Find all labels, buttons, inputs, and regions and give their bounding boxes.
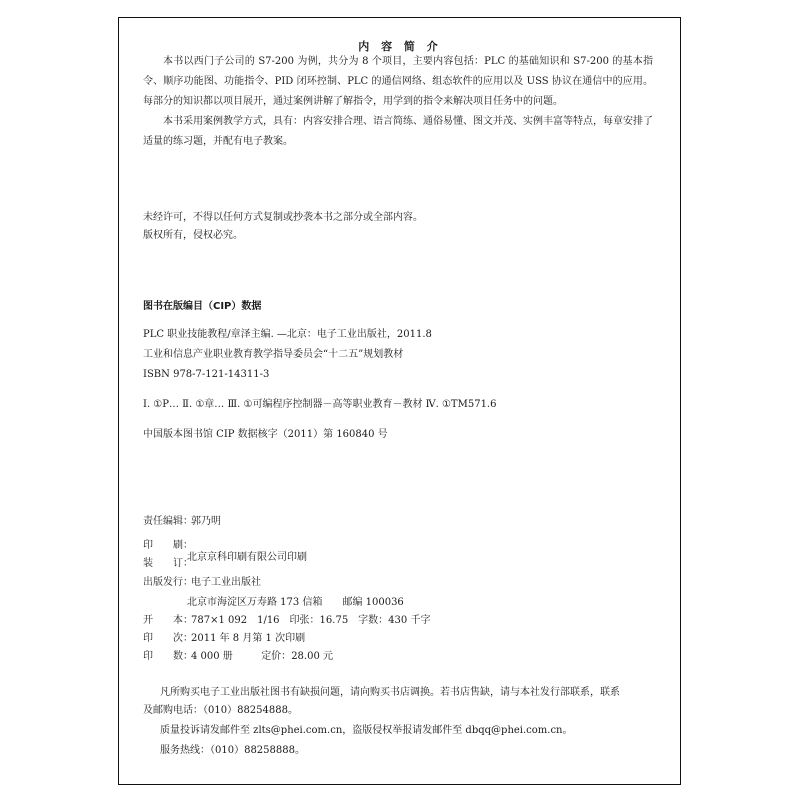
summary-section bbox=[143, 52, 653, 152]
imprint-edition bbox=[143, 632, 305, 645]
cip-heading: 图书在版编目（CIP）数据 bbox=[143, 301, 262, 312]
edition-label: 印 次： bbox=[143, 633, 193, 644]
copies-label: 印 数： bbox=[143, 651, 193, 662]
notice-line-4: 服务热线：（010）88258888。 bbox=[160, 745, 305, 756]
imprint-editor bbox=[143, 515, 221, 528]
format-label: 开 本： bbox=[143, 615, 193, 626]
imprint-bind-label: 装 订： bbox=[143, 558, 193, 569]
cip-line-4: Ⅰ. ①P… Ⅱ. ①章… Ⅲ. ①可编程序控制器－高等职业教育－教材 Ⅳ. ①TM571.6 bbox=[143, 399, 497, 410]
notice-line-2: 及邮购电话：（010）88254888。 bbox=[143, 705, 298, 716]
imprint-address: 北京市海淀区万寿路 173 信箱 邮编 100036 bbox=[187, 597, 404, 608]
editor-label: 责任编辑： bbox=[143, 516, 193, 527]
edition-value: 2011 年 8 月第 1 次印刷 bbox=[191, 633, 306, 644]
copyright-line-1: 未经许可，不得以任何方式复制或抄袭本书之部分或全部内容。 bbox=[143, 212, 423, 223]
cip-line-2: 工业和信息产业职业教育教学指导委员会“十二五”规划教材 bbox=[143, 349, 404, 360]
summary-title: 内 容 简 介 bbox=[358, 40, 442, 53]
imprint-format bbox=[143, 614, 430, 627]
summary-paragraph-2: 本书采用案例教学方式，具有：内容安排合理、语言简练、通俗易懂、图文并茂、实例丰富等特点，每章安排了适量的练习题，并配有电子教案。 bbox=[143, 116, 653, 147]
copyright-line-2: 版权所有，侵权必究。 bbox=[143, 230, 243, 241]
price-value: 28.00 元 bbox=[291, 651, 333, 662]
imprint-print-bind-value: 北京京科印刷有限公司印刷 bbox=[187, 552, 307, 563]
publisher-value: 电子工业出版社 bbox=[191, 577, 261, 588]
imprint-copies bbox=[143, 650, 333, 663]
copies-value: 4 000 册 bbox=[191, 651, 233, 662]
imprint-print-label: 印 刷： bbox=[143, 540, 193, 551]
summary-paragraph-1: 本书以西门子公司的 S7-200 为例，共分为 8 个项目，主要内容包括：PLC 的基础知识和 S7-200 的基本指令、顺序功能图、功能指令、PID 闭环控制、PLC 的通信网络、组态软件的应用以及 USS 协议在通信中的应用。每部分的知识都以项目展开，通过案例讲解了解指令，用学到的指令来解决项目任务中的问题。 bbox=[143, 56, 653, 107]
format-value: 787×1 092 1/16 印张：16.75 字数：430 千字 bbox=[191, 615, 431, 626]
cip-line-5: 中国版本图书馆 CIP 数据核字（2011）第 160840 号 bbox=[143, 429, 388, 440]
cip-line-1: PLC 职业技能教程/章泽主编. —北京：电子工业出版社，2011.8 bbox=[143, 329, 432, 340]
price-label: 定价： bbox=[261, 651, 292, 662]
editor-value: 郭乃明 bbox=[191, 516, 221, 527]
publisher-label: 出版发行： bbox=[143, 577, 193, 588]
imprint-publisher bbox=[143, 576, 261, 589]
cip-line-3: ISBN 978-7-121-14311-3 bbox=[143, 369, 270, 380]
notice-line-1: 凡所购买电子工业出版社图书有缺损问题，请向购买书店调换。若书店售缺，请与本社发行部联系，联系 bbox=[160, 687, 620, 698]
notice-line-3: 质量投诉请发邮件至 zlts@phei.com.cn，盗版侵权举报请发邮件至 dbqq@phei.com.cn。 bbox=[160, 725, 573, 736]
